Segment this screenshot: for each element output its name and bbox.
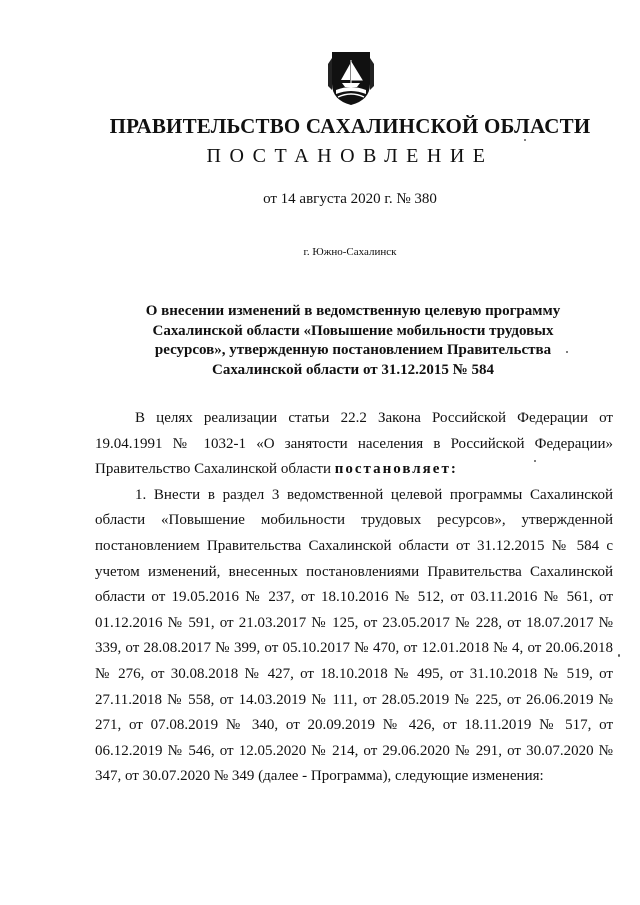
sakhalin-coat-of-arms-icon (328, 50, 374, 106)
subject-line: Сахалинской области от 31.12.2015 № 584 (212, 361, 494, 378)
document-subject (128, 302, 578, 380)
document-date-number: от 14 августа 2020 г. № 380 (263, 191, 437, 207)
subject-line: О внесении изменений в ведомственную целевую программу (145, 303, 561, 319)
scan-speck (566, 351, 568, 353)
decree-word: постановляет: (334, 461, 458, 478)
document-body (95, 406, 613, 790)
government-title: ПРАВИТЕЛЬСТВО САХАЛИНСКОЙ ОБЛАСТИ (109, 114, 591, 138)
preamble-text: В целях реализации статьи 22.2 Закона Российской Федерации от 19.04.1991 № 1032-1 «О занятости населения в Российской Федерации» Правительство Сахалинской области (95, 410, 613, 478)
subject-line: ресурсов», утвержденную постановлением Правительства (154, 342, 552, 358)
item-1-paragraph: 1. Внести в раздел 3 ведомственной целевой программы Сахалинской области «Повышение мобильности трудовых ресурсов», утвержденной постановлением Правительства Сахалинской области от 31.12.2015 № 584 с учетом изменений, внесенных постановлениями Правительства Сахалинской области от 19.05.2016 № 237, от 18.10.2016 № 512, от 03.11.2016 № 561, от 01.12.2016 № 591, от 21.03.2017 № 125, от 23.05.2017 № 228, от 18.07.2017 № 339, от 28.08.2017 № 399, от 05.10.2017 № 470, от 12.01.2018 № 4, от 20.06.2018 № 276, от 30.08.2018 № 427, от 18.10.2018 № 495, от 31.10.2018 № 519, от 27.11.2018 № 558, от 14.03.2019 № 111, от 28.05.2019 № 225, от 26.06.2019 № 271, от 07.08.2019 № 340, от 20.09.2019 № 426, от 18.11.2019 № 517, от 06.12.2019 № 546, от 12.05.2020 № 214, от 29.06.2020 № 291, от 30.07.2020 № 347, от 30.07.2020 № 349 (далее - Программа), следующие изменения: (95, 486, 613, 785)
document-city: г. Южно-Сахалинск (303, 246, 397, 258)
document-type: ПОСТАНОВЛЕНИЕ (206, 145, 494, 167)
scan-speck (534, 460, 536, 462)
preamble-paragraph (95, 406, 613, 483)
scan-speck (618, 654, 620, 657)
subject-line: Сахалинской области «Повышение мобильности трудовых (152, 322, 554, 339)
scan-speck (524, 139, 526, 141)
